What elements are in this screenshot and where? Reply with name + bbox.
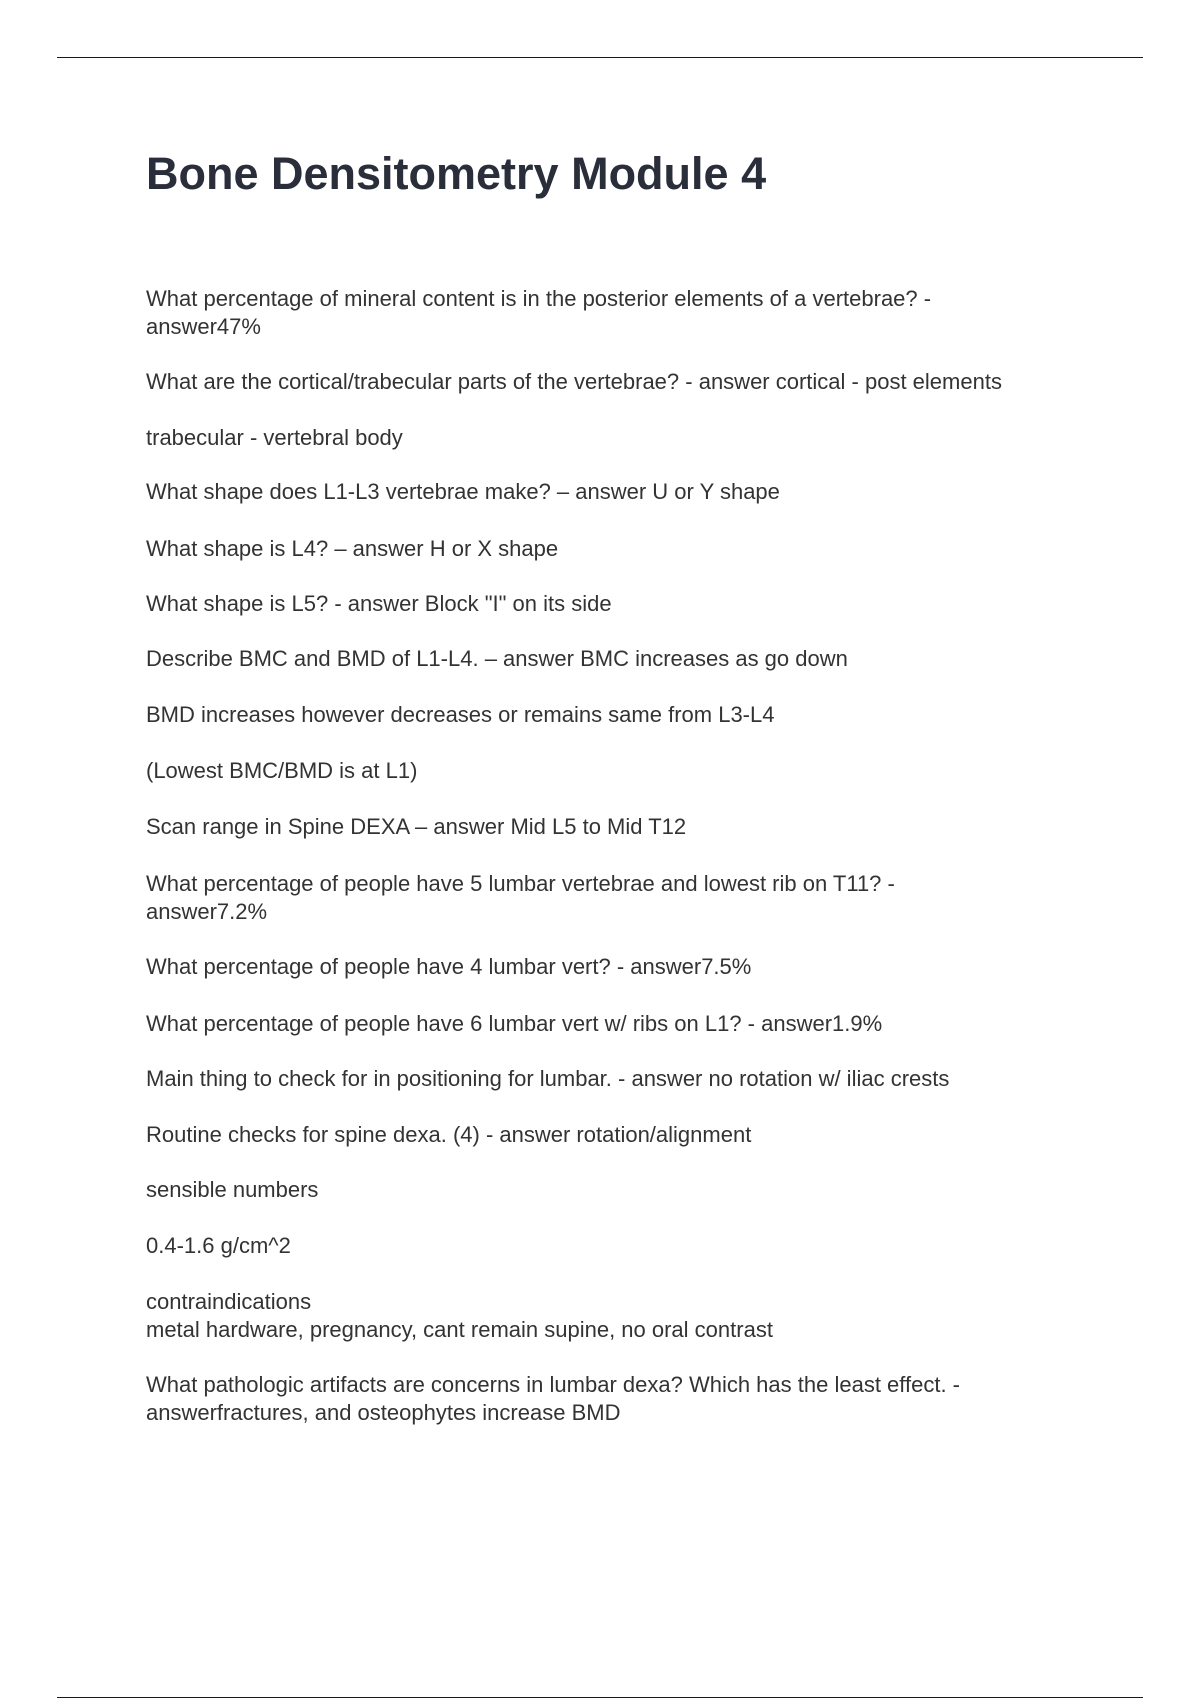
paragraph-line: sensible numbers: [146, 1177, 319, 1202]
paragraph-line: What percentage of mineral content is in the posterior elements of a vertebrae? -: [146, 286, 932, 311]
paragraph-line: What pathologic artifacts are concerns in lumbar dexa? Which has the least effect. -: [146, 1372, 960, 1397]
paragraph-line: answerfractures, and osteophytes increase BMD: [146, 1400, 621, 1425]
paragraph-17: [146, 1232, 1096, 1260]
paragraph-1: [146, 285, 1096, 341]
paragraph-line: Main thing to check for in positioning for lumbar. - answer no rotation w/ iliac crests: [146, 1066, 950, 1091]
paragraph-line: What percentage of people have 6 lumbar vert w/ ribs on L1? - answer1.9%: [146, 1011, 883, 1036]
paragraph-line: 0.4-1.6 g/cm^2: [146, 1233, 291, 1258]
document-title: Bone Densitometry Module 4: [146, 148, 767, 199]
paragraph-line: What shape is L5? - answer Block "I" on its side: [146, 591, 612, 616]
paragraph-line: What percentage of people have 4 lumbar vert? - answer7.5%: [146, 954, 752, 979]
paragraph-15: [146, 1121, 1096, 1149]
paragraph-line: What shape does L1-L3 vertebrae make? – answer U or Y shape: [146, 479, 780, 504]
paragraph-line: What percentage of people have 5 lumbar vertebrae and lowest rib on T11? -: [146, 871, 895, 896]
paragraph-line: contraindications: [146, 1289, 312, 1314]
paragraph-16: [146, 1176, 1096, 1204]
paragraph-6: [146, 590, 1096, 618]
paragraph-19: [146, 1371, 1096, 1427]
paragraph-4: [146, 478, 1096, 506]
paragraph-line: Scan range in Spine DEXA – answer Mid L5 to Mid T12: [146, 814, 687, 839]
paragraph-5: [146, 535, 1096, 563]
paragraph-18: [146, 1288, 1096, 1344]
paragraph-12: [146, 953, 1096, 981]
paragraph-7: [146, 645, 1096, 673]
paragraph-10: [146, 813, 1096, 841]
paragraph-line: Describe BMC and BMD of L1-L4. – answer BMC increases as go down: [146, 646, 848, 671]
paragraph-11: [146, 870, 1096, 926]
paragraph-2: [146, 368, 1096, 396]
paragraph-line: What are the cortical/trabecular parts of the vertebrae? - answer cortical - post elements: [146, 369, 1002, 394]
paragraph-line: metal hardware, pregnancy, cant remain supine, no oral contrast: [146, 1317, 773, 1342]
bottom-rule: [57, 1697, 1143, 1698]
paragraph-line: Routine checks for spine dexa. (4) - answer rotation/alignment: [146, 1122, 752, 1147]
paragraph-9: [146, 757, 1096, 785]
paragraph-8: [146, 701, 1096, 729]
paragraph-line: answer47%: [146, 314, 261, 339]
paragraph-line: BMD increases however decreases or remains same from L3-L4: [146, 702, 775, 727]
paragraph-3: [146, 424, 1096, 452]
paragraph-line: What shape is L4? – answer H or X shape: [146, 536, 559, 561]
paragraph-line: answer7.2%: [146, 899, 268, 924]
paragraph-line: trabecular - vertebral body: [146, 425, 403, 450]
top-rule: [57, 57, 1143, 58]
paragraph-line: (Lowest BMC/BMD is at L1): [146, 758, 418, 783]
paragraph-14: [146, 1065, 1096, 1093]
paragraph-13: [146, 1010, 1096, 1038]
